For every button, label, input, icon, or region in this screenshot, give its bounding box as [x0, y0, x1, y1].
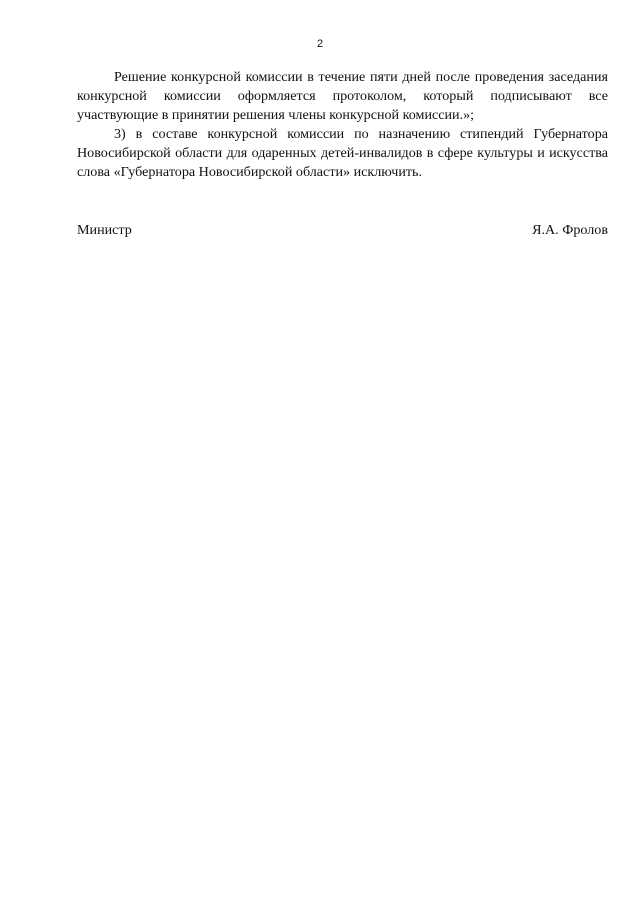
paragraph-commission-decision: Решение конкурсной комиссии в течение пяти дней после проведения заседания конкурсной комиссии оформляется протоколом, который подписывают все участвующие в принятии решения члены конкурсной комиссии.»;: [77, 69, 608, 123]
signatory-name: Я.А. Фролов: [532, 222, 608, 238]
signatory-position: Министр: [77, 222, 132, 238]
paragraph-item-3: 3) в составе конкурсной комиссии по назначению стипендий Губернатора Новосибирской области для одаренных детей-инвалидов в сфере культуры и искусства слова «Губернатора Новосибирской области» исключить.: [77, 126, 608, 180]
signature-block: [77, 221, 608, 240]
document-body: [77, 68, 608, 182]
page-number: 2: [316, 38, 324, 50]
